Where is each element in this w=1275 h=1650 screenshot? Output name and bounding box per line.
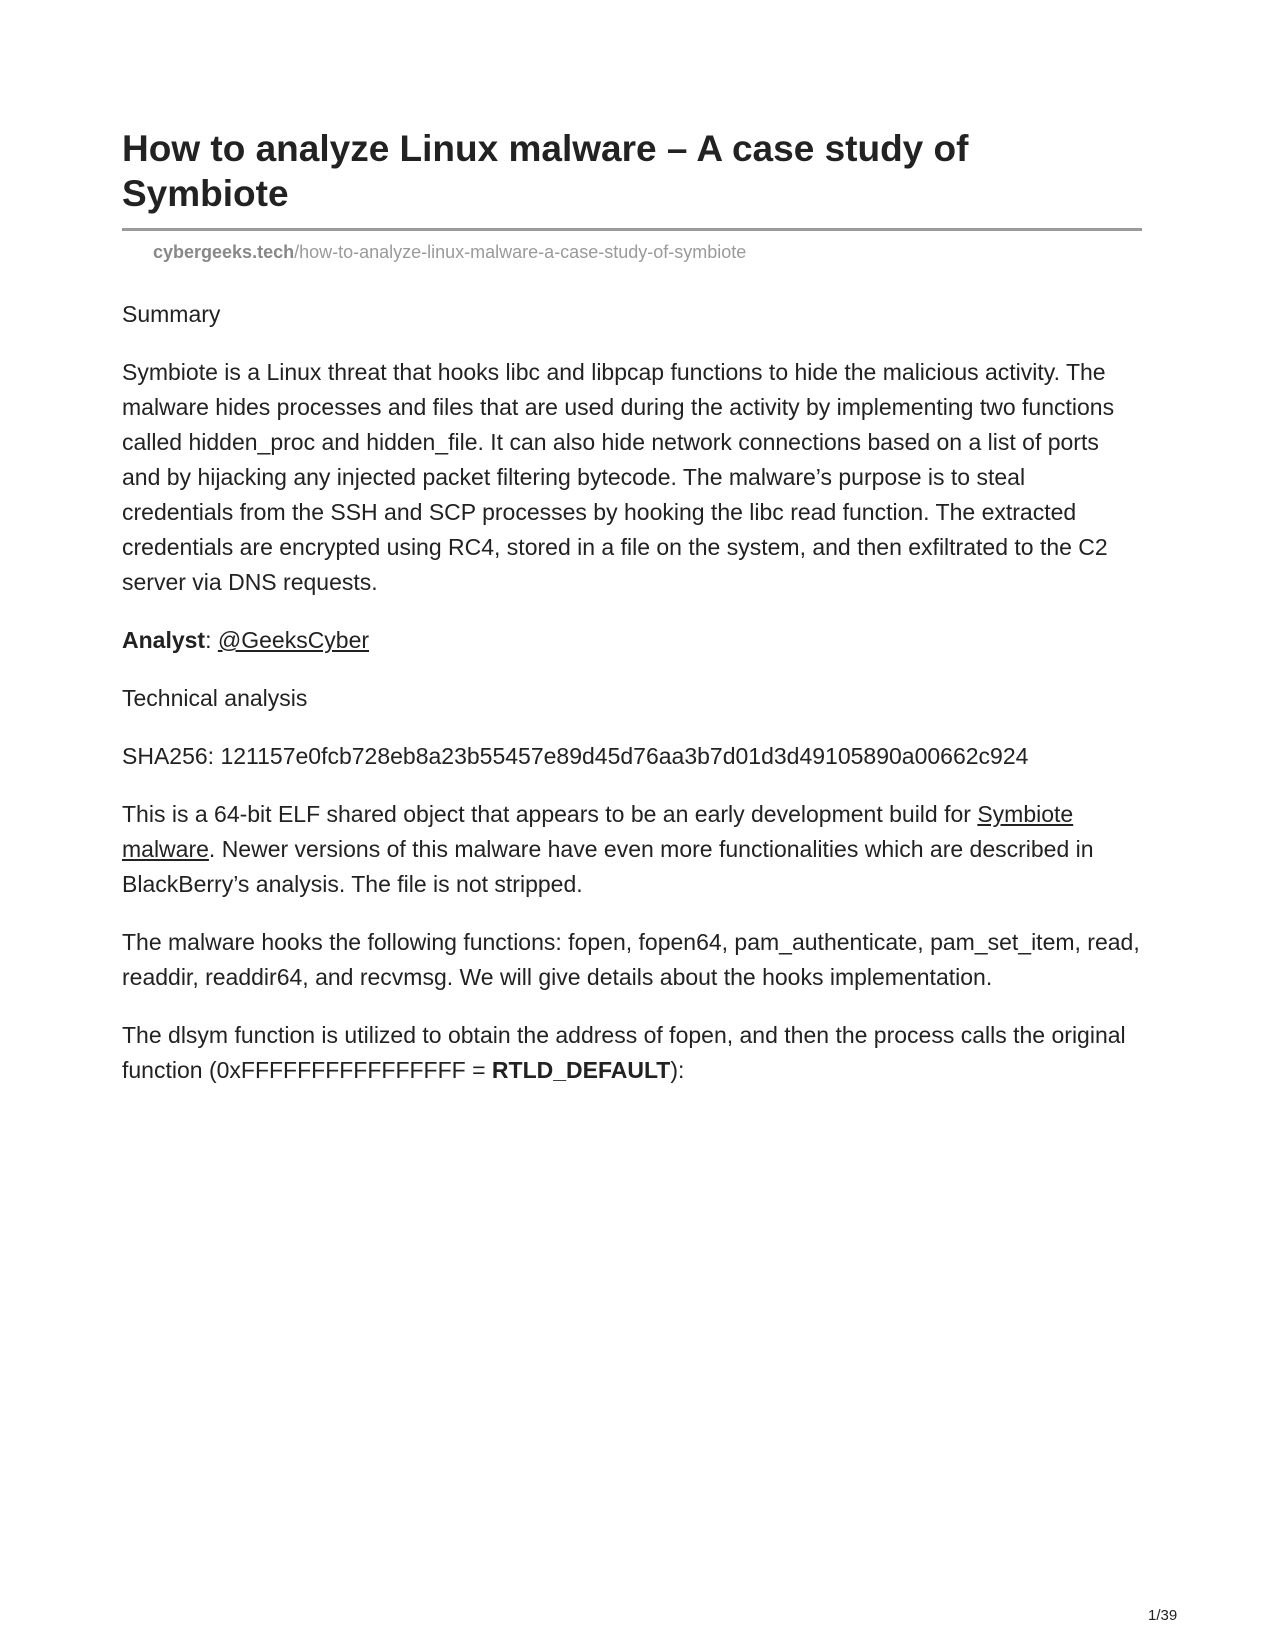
page-title: How to analyze Linux malware – A case study of Symbiote xyxy=(122,126,1142,231)
elf-paragraph xyxy=(122,797,1142,902)
source-url[interactable] xyxy=(153,241,1142,263)
dlsym-text-before: The dlsym function is utilized to obtain the address of fopen, and then the process calls the original function (0xFFFFFFFFFFFFFFFF = xyxy=(122,1022,1126,1083)
analyst-separator: : xyxy=(205,627,218,653)
analyst-link[interactable]: @GeeksCyber xyxy=(217,627,370,653)
rtld-default-bold: RTLD_DEFAULT xyxy=(491,1057,671,1083)
page-number: 1/39 xyxy=(1148,1607,1178,1624)
analyst-label: Analyst xyxy=(122,627,206,653)
intro-paragraph: Symbiote is a Linux threat that hooks libc and libpcap functions to hide the malicious activity. The malware hides processes and files that are used during the activity by implementing two functions called hidden_proc and hidden_file. It can also hide network connections based on a list of ports and by hijacking any injected packet filtering bytecode. The malware’s purpose is to steal credentials from the SSH and SCP processes by hooking the libc read function. The extracted credentials are encrypted using RC4, stored in a file on the system, and then exfiltrated to the C2 server via DNS requests. xyxy=(122,359,1115,595)
elf-text-before: This is a 64-bit ELF shared object that appears to be an early development build for xyxy=(122,801,978,827)
elf-text-after: . Newer versions of this malware have even more functionalities which are described in BlackBerry’s analysis. The file is not stripped. xyxy=(122,836,1094,897)
sha256-line: SHA256: 121157e0fcb728eb8a23b55457e89d45d76aa3b7d01d3d49105890a00662c924 xyxy=(122,743,1029,769)
analyst-line xyxy=(122,623,1142,658)
symbiote-malware-link[interactable]: Symbiote malware xyxy=(122,801,1074,862)
dlsym-paragraph xyxy=(122,1018,1142,1088)
hooks-paragraph: The malware hooks the following functions: fopen, fopen64, pam_authenticate, pam_set_item, read, readdir, readdir64, and recvmsg. We will give details about the hooks implementation. xyxy=(122,929,1140,990)
summary-heading: Summary xyxy=(122,301,221,327)
source-path: /how-to-analyze-linux-malware-a-case-study-of-symbiote xyxy=(294,242,747,262)
technical-analysis-heading: Technical analysis xyxy=(122,685,308,711)
article xyxy=(122,126,1142,1088)
source-domain: cybergeeks.tech xyxy=(153,242,295,262)
dlsym-text-after: ): xyxy=(670,1057,685,1083)
